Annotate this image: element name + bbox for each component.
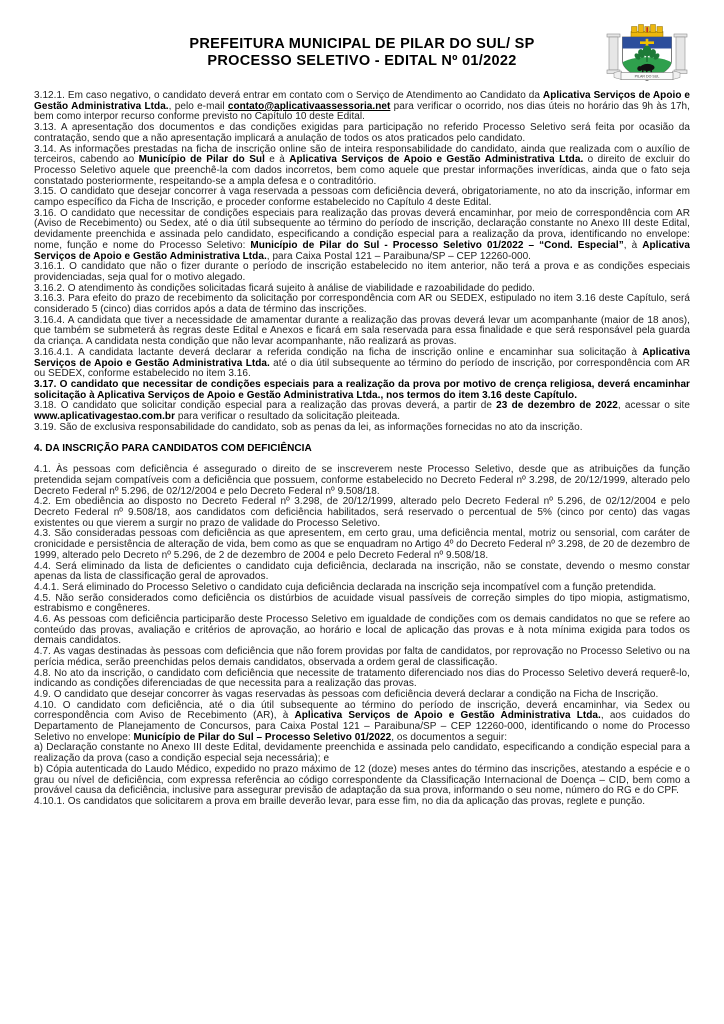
result-date: 23 de dezembro de 2022	[496, 400, 618, 412]
ribbon	[614, 71, 680, 80]
text-segment: , os documentos a seguir:	[391, 731, 508, 743]
text-segment: 4.6. As pessoas com deficiência participarão deste Processo Seletivo em igualdade de condições com os demais candidatos no que se refere ao conteúdo das provas, avaliação e critérios de aprovação, ao horário e local de aplicação das provas e à nota mínima exigida para todos os demais candidatos.	[34, 614, 690, 647]
text-segment: 4.3. São consideradas pessoas com deficiência as que apresentem, em certo grau, uma deficiência mental, motriz ou sensorial, com caráter de cronicidade e persistência de alteração de vida, bem como as que se enquadram no Artigo 4º do Decreto Federal nº 3.298, de 20 de dezembro de 1999, alterado pelo Decreto nº 5.296, de 2 de dezembro de 2004 e pelo Decreto Federal nº 9.508/18.	[34, 528, 690, 561]
header-title-line2: PROCESSO SELETIVO - EDITAL Nº 01/2022	[207, 53, 517, 69]
text-segment: 4.7. As vagas destinadas às pessoas com deficiência que não forem providas por falta de candidatos, por reprovação no Processo Seletivo ou na perícia médica, serão preenchidas pelos demais candidatos, observada a ordem geral de classificação.	[34, 646, 690, 668]
document-body	[34, 91, 690, 808]
company-name: Aplicativa Serviços de Apoio e Gestão Administrativa Ltda.	[34, 346, 690, 369]
text-segment: e à	[264, 154, 290, 166]
text-segment: , para Caixa Postal 121 – Paraibuna/SP – CEP 12260-000.	[266, 250, 532, 262]
text-segment: 3.12.1. Em caso negativo, o candidato deverá entrar em contato com o Serviço de Atendimento ao Candidato da	[34, 90, 543, 101]
section-4-heading	[34, 444, 690, 455]
item-3.16.3	[34, 294, 690, 315]
item-3.16.4.1	[34, 348, 690, 380]
item-3.19	[34, 423, 690, 434]
item-4.10.1	[34, 797, 690, 808]
website-url: www.aplicativagestao.com.br	[34, 411, 176, 423]
text-segment: a) Declaração constante no Anexo III deste Edital, devidamente preenchida e assinada pelo candidato, especificando a condição especial para a realização da prova (caso a condição especial seja necessária); e	[34, 742, 690, 765]
municipality-name: Município de Pilar do Sul	[138, 154, 265, 166]
text-segment: o direito de excluir do Processo Seletivo aquele que preenchê-la com dados incorretos, bem como aquele que prestar informações inverídicas, ainda que o fato seja constatado posteriormente, respeitando-se a ampla defesa e o contraditório.	[34, 154, 690, 187]
item-3.17	[34, 380, 690, 401]
crown-red-detail	[646, 27, 648, 32]
item-3.15	[34, 187, 690, 208]
item-3.18	[34, 401, 690, 422]
text-segment: 4.5. Não serão considerados como deficiência os distúrbios de acuidade visual passíveis de correção simples do tipo miopia, astigmatismo, estrabismo e congêneres.	[34, 592, 690, 615]
item-4.10	[34, 701, 690, 744]
header-title-line1: PREFEITURA MUNICIPAL DE PILAR DO SUL/ SP	[189, 36, 535, 52]
company-name: Aplicativa Serviços de Apoio e Gestão Administrativa Ltda.	[34, 90, 690, 112]
text-segment: 3.18. O candidato que solicitar condição especial para a realização das provas deverá, a partir de	[34, 400, 497, 412]
item-3.16.1	[34, 262, 690, 283]
text-segment: 4.4. Será eliminado da lista de deficientes o candidato cuja deficiência, declarada na inscrição, não se constate, devendo o mesmo constar apenas da lista de classificação geral de aprovados.	[34, 560, 690, 583]
text-segment: 3.16.4.1. A candidata lactante deverá declarar a referida condição na ficha de inscrição online e encaminhar sua solicitação à	[34, 346, 643, 358]
company-name: Aplicativa Serviços de Apoio e Gestão Administrativa Ltda.	[294, 710, 601, 722]
item-4.5	[34, 594, 690, 615]
text-segment: para verificar o ocorrido, nos dias úteis no horário das 9h às 17h, bem como interpor recurso conforme previsto no Capítulo 10 deste Edital.	[34, 100, 690, 123]
text-segment: 4.10.1. Os candidatos que solicitarem a prova em braille deverão levar, para esse fim, no dia da aplicação das provas, reglete e punção.	[34, 796, 646, 807]
item-4.6	[34, 615, 690, 647]
text-segment: 4.4.1. Será eliminado do Processo Seletivo o candidato cuja deficiência declarada na inscrição seja incompatível com a função pretendida.	[34, 581, 657, 593]
email-link[interactable]: contato@aplicativaassessoria.net	[227, 100, 391, 112]
text-segment: , à	[623, 239, 643, 251]
envelope-label: Município de Pilar do Sul – Processo Seletivo 01/2022	[133, 731, 392, 743]
item-4.4	[34, 562, 690, 583]
municipal-coat-of-arms	[606, 23, 688, 86]
company-name: Aplicativa Serviços de Apoio e Gestão Administrativa Ltda.	[289, 154, 584, 166]
text-segment: 3.17. O candidato que necessitar de condições especiais para a realização da prova por motivo de crença religiosa, deverá encaminhar solicitação à Aplicativa Serviços de Apoio e Gestão Administrativa Ltda., nos termos do item 3.16 deste Capítulo.	[34, 378, 690, 401]
text-segment: 3.16.3. Para efeito do prazo de recebimento da solicitação por correspondência com AR ou SEDEX, estipulado no item 3.16 deste Capítulo, será considerado 5 (cinco) dias corridos após a data de término das inscrições.	[34, 293, 690, 316]
text-segment: 4.2. Em obediência ao disposto no Decreto Federal nº 3.298, de 20/12/1999, alterado pelo Decreto Federal nº 5.296, de 02/12/2004 e pelo Decreto Federal nº 9.508/18, aos candidatos com deficiência habilitados, será reservado o percentual de 5% (cinco por cento) das vagas existentes ou que vierem a surgir no prazo de validade do Processo Seletivo.	[34, 496, 690, 529]
item-3.13	[34, 123, 690, 144]
text-segment: b) Cópia autenticada do Laudo Médico, expedido no prazo máximo de 12 (doze) meses antes do término das inscrições, atestando a espécie e o grau ou nível de deficiência, com expressa referência ao código correspondente da Classificação Internacional de Doença – CID, bem como a provável causa da deficiência, inclusive para assegurar previsão de adaptação da sua prova, informando o seu nome, número do RG e do CPF.	[34, 763, 690, 797]
item-4.8	[34, 669, 690, 690]
text-segment: , aos cuidados do Departamento de Planejamento de Concursos, para Caixa Postal 121 – Paraibuna/SP – CEP 12260-000, identificando o nome do Processo Seletivo no envelope:	[34, 710, 690, 743]
text-segment: 4. DA INSCRIÇÃO PARA CANDIDATOS COM DEFICIÊNCIA	[34, 442, 312, 454]
item-4.1	[34, 465, 690, 497]
right-column-icon	[674, 34, 687, 74]
ribbon-text: PILAR DO SUL	[634, 74, 660, 79]
text-segment: 3.16.2. O atendimento às condições solicitadas ficará sujeito à análise de viabilidade e razoabilidade do pedido.	[34, 282, 535, 294]
text-segment: até o dia útil subsequente ao término do período de inscrição, por correspondência com AR ou SEDEX, conforme estabelecido no item 3.16.	[34, 357, 690, 380]
item-3.16.4	[34, 316, 690, 348]
text-segment: 3.14. As informações prestadas na ficha de inscrição online são de inteira responsabilidade do candidato, ainda que realizada com o auxílio de terceiros, cabendo ao	[34, 143, 690, 166]
envelope-label: Município de Pilar do Sul - Processo Seletivo 01/2022 – “Cond. Especial”	[250, 239, 624, 251]
text-segment: 4.10. O candidato com deficiência, até o dia útil subsequente ao término do período de inscrição, deverá encaminhar, via Sedex ou correspondência com Aviso de Recebimento (AR), à	[34, 699, 690, 722]
item-4.7	[34, 647, 690, 668]
company-name: Aplicativa Serviços de Apoio e Gestão Administrativa Ltda.	[34, 239, 690, 262]
text-segment: 4.1. Às pessoas com deficiência é assegurado o direito de se inscreverem neste Processo Seletivo, desde que as atribuições da função pretendida sejam compatíveis com a deficiência que possuem, conforme estabelecido no Decreto Federal nº 3.298, de 20/12/1999, alterado pelo Decreto Federal nº 5.296, de 02/12/2004 e pelo Decreto Federal nº 9.508/18.	[34, 464, 690, 497]
text-segment: 3.16.1. O candidato que não o fizer durante o período de inscrição estabelecido no item anterior, não terá a prova e as condições especiais providenciadas, seja qual for o motivo alegado.	[34, 261, 690, 283]
text-segment: 3.13. A apresentação dos documentos e das condições exigidas para participação no referido Processo Seletivo será feita por ocasião da contratação, sendo que a não apresentação implicará a anulação de todos os atos praticados pelo candidato.	[34, 122, 690, 144]
text-segment: , acessar o site	[617, 400, 690, 412]
item-4.2	[34, 497, 690, 529]
text-segment: para verificar o resultado da solicitação pleiteada.	[175, 411, 401, 423]
text-segment: 4.9. O candidato que desejar concorrer às vagas reservadas às pessoas com deficiência deverá declarar a condição na Ficha de Inscrição.	[34, 688, 659, 700]
item-4.10-a	[34, 743, 690, 764]
item-4.3	[34, 529, 690, 561]
item-3.14	[34, 145, 690, 188]
text-segment: 3.15. O candidato que desejar concorrer à vaga reservada a pessoas com deficiência deverá, obrigatoriamente, no ato da inscrição, informar em campo específico da Ficha de Inscrição, e proceder conforme estabelecido no Capítulo 4 deste Edital.	[34, 186, 690, 209]
text-segment: 3.16. O candidato que necessitar de condições especiais para realização das provas deverá encaminhar, por meio de correspondência com AR (Aviso de Recebimento) ou Sedex, até o dia útil subsequente ao término do período de inscrição, declaração constante no Anexo III deste Edital, devidamente preenchida e assinada pelo candidato, especificando a condição especial para a realização da prova, identificando no envelope: nome, função e nome do Processo Seletivo:	[34, 207, 690, 251]
left-column-icon	[607, 34, 620, 74]
text-segment: 3.19. São de exclusiva responsabilidade do candidato, sob as penas da lei, as informações fornecidas no ato da inscrição.	[34, 421, 583, 433]
item-3.12.1	[34, 91, 690, 123]
text-segment: , pelo e-mail	[168, 100, 228, 112]
item-3.16	[34, 209, 690, 263]
text-segment: 4.8. No ato da inscrição, o candidato com deficiência que necessite de tratamento diferenciado nos dias do Processo Seletivo deverá requerê-lo, indicando as condições diferenciadas de que necessita para a realização das provas.	[34, 667, 690, 690]
item-4.10-b	[34, 765, 690, 797]
text-segment: 3.16.4. A candidata que tiver a necessidade de amamentar durante a realização das provas deverá levar um acompanhante (maior de 18 anos), que também se submeterá às regras deste Edital e Anexos e ficará em sala reservada para essa finalidade e que será responsável pela guarda da criança. A candidata nesta condição que não levar acompanhante, não realizará as provas.	[34, 314, 690, 348]
